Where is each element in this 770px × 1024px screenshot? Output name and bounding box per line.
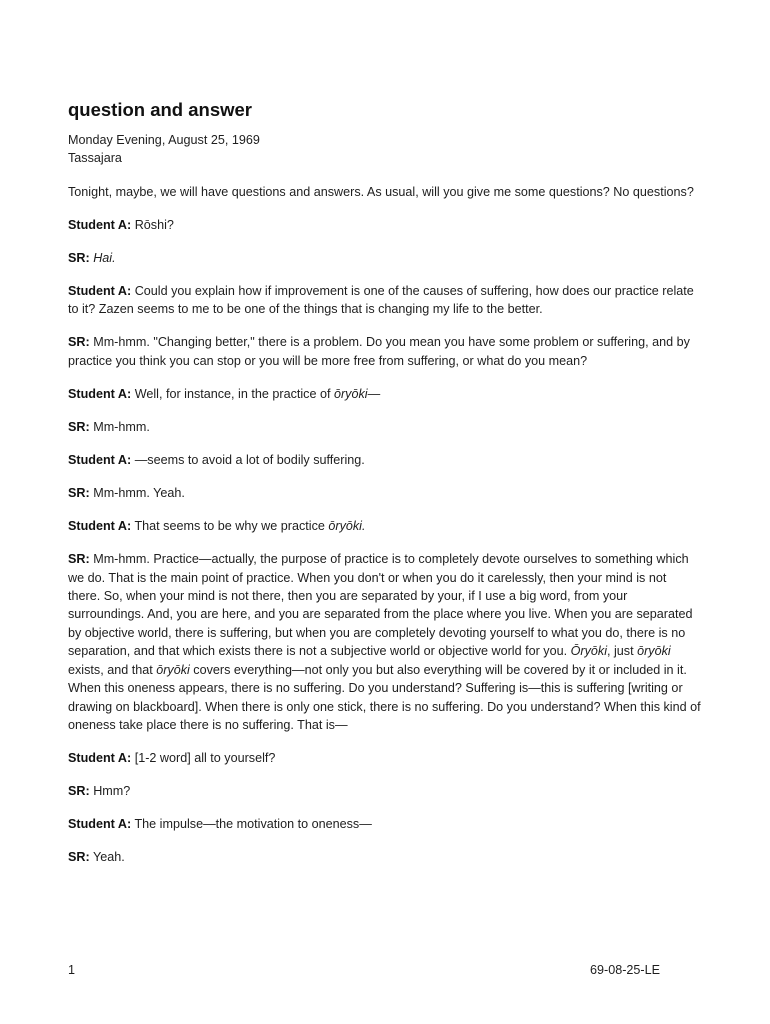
utterance-text: exists, and that [68, 662, 157, 677]
utterance-text: Could you explain how if improvement is one of the causes of suffering, how does our practice relate to it? Zazen seems to me to be one of the things that is changing my life to the better. [68, 283, 694, 317]
speaker-label: SR: [68, 850, 90, 865]
dialogue-turn [68, 249, 702, 267]
italic-term: ōryōki [637, 644, 671, 659]
speaker-label: Student A: [68, 751, 132, 765]
dialogue-turn [68, 749, 702, 767]
speaker-label: Student A: [68, 519, 132, 534]
dialogue-turn [68, 782, 702, 800]
italic-term: Ōryōki [570, 644, 607, 659]
page-number: 1 [68, 963, 76, 977]
utterance-text: That seems to be why we practice [134, 519, 329, 534]
dialogue-turn [68, 451, 702, 469]
speaker-label: Student A: [68, 217, 132, 232]
utterance-text: Mm-hmm. Practice—actually, the purpose of practice is to completely devote ourselves to something which we do. That is the main point of practice. When you don't or when you do it carelessly, then your mind is not there. So, when your mind is not there, then you are separated by your, if I use a big word, from your surroundings. And, you are here, and you are separated from the place where you live. When you are separated by objective world, there is suffering, but when you are completely devoting yourself to what you do, there is no separation, and that which exists there is not a subjective world or objective world for you. [68, 552, 693, 659]
talk-date: Monday Evening, August 25, 1969 [68, 133, 260, 147]
utterance-text: Mm-hmm. [93, 419, 150, 434]
transcript-body [68, 183, 702, 867]
utterance-text: Well, for instance, in the practice of [134, 386, 334, 401]
dialogue-turn [68, 815, 702, 833]
document-id: 69-08-25-LE [590, 963, 661, 977]
utterance-text: Mm-hmm. "Changing better," there is a problem. Do you mean you have some problem or suffering, and by practice you think you can stop or you will be more free from suffering, or what do you mean? [68, 335, 690, 368]
dialogue-turn [68, 418, 702, 436]
utterance-text: covers everything—not only you but also everything will be covered by it or included in it. When this oneness appears, there is no suffering. Do you understand? Suffering is—this is suffering [writing or drawing on blackboard]. When there is only one stick, there is no suffering. Do you understand? When this kind of oneness take place there is no suffering. That is— [68, 662, 701, 732]
utterance-text: , just [607, 644, 638, 659]
utterance-text: — [367, 386, 381, 401]
italic-term: ōryōki [156, 662, 190, 677]
utterance-text: Tonight, maybe, we will have questions and answers. As usual, will you give me some questions? No questions? [68, 184, 694, 199]
utterance-text: Rōshi? [134, 217, 174, 232]
italic-term: Hai. [93, 250, 116, 265]
italic-term: ōryōki. [328, 519, 366, 534]
utterance-text: The impulse—the motivation to oneness— [134, 817, 372, 832]
speaker-label: Student A: [68, 386, 132, 401]
dialogue-turn [68, 385, 702, 403]
dialogue-turn [68, 282, 702, 319]
dialogue-turn [68, 517, 702, 535]
utterance-text: —seems to avoid a lot of bodily suffering. [134, 452, 365, 467]
talk-info [68, 131, 702, 168]
opening-paragraph [68, 183, 702, 201]
speaker-label: Student A: [68, 817, 132, 832]
speaker-label: SR: [68, 335, 90, 350]
dialogue-turn [68, 848, 702, 866]
speaker-label: SR: [68, 784, 90, 799]
speaker-label: Student A: [68, 283, 132, 298]
talk-location: Tassajara [68, 151, 122, 166]
speaker-label: Student A: [68, 452, 132, 467]
italic-term: ōryōki [333, 386, 368, 401]
dialogue-turn [68, 333, 702, 370]
dialogue-turn [68, 484, 702, 502]
transcript-content [68, 98, 702, 881]
utterance-text: [1-2 word] all to yourself? [134, 751, 276, 765]
utterance-text: Hmm? [93, 784, 131, 799]
dialogue-turn [68, 550, 702, 734]
speaker-label: SR: [68, 552, 90, 567]
page-title: question and answer [68, 99, 253, 120]
dialogue-turn [68, 216, 702, 234]
utterance-text: Yeah. [92, 850, 125, 865]
utterance-text: Mm-hmm. Yeah. [93, 486, 185, 501]
speaker-label: SR: [68, 250, 90, 265]
speaker-label: SR: [68, 419, 90, 434]
speaker-label: SR: [68, 486, 90, 501]
